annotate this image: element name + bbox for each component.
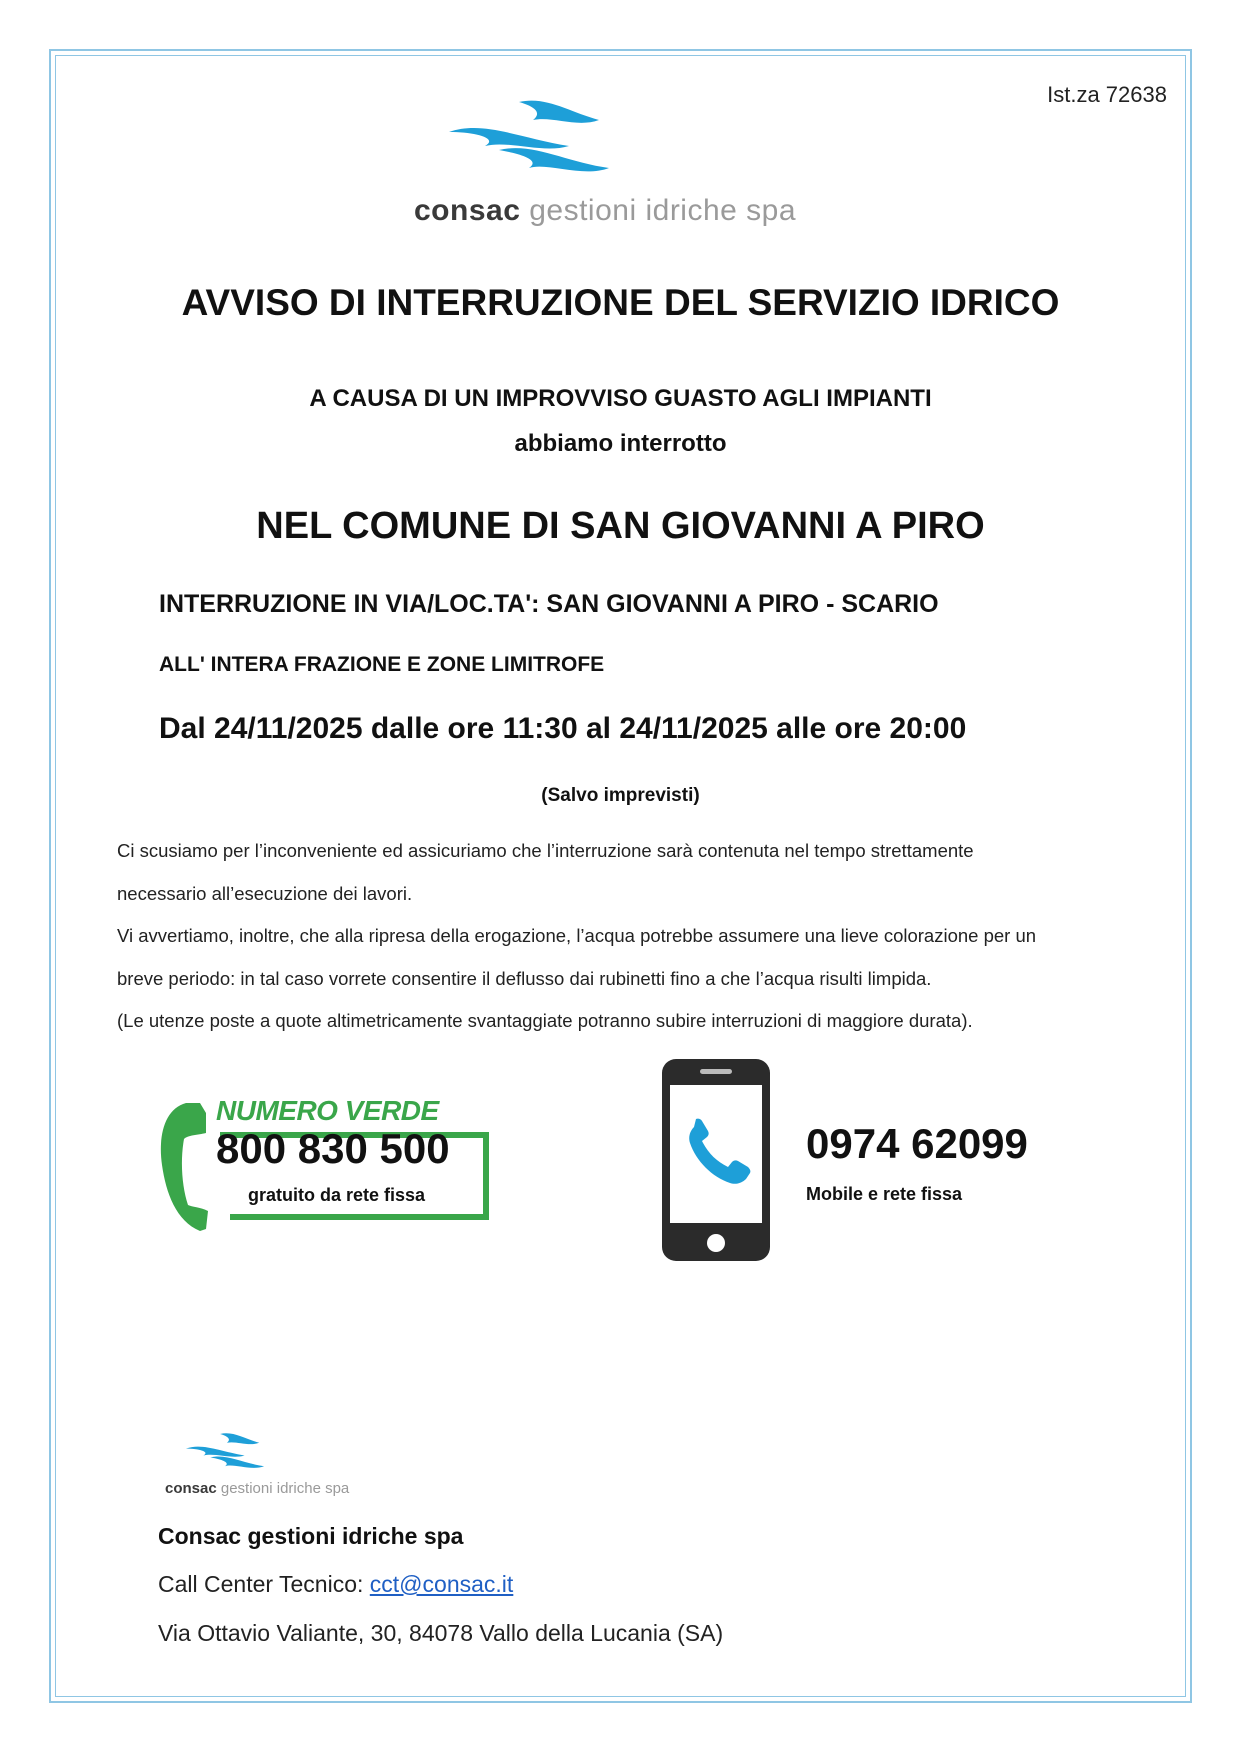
body-line: breve periodo: in tal caso vorrete consentire il deflusso dai rubinetti fino a che l’acqua risulti limpida.	[117, 967, 932, 989]
footer-brand-name: consac gestioni idriche spa	[165, 1480, 350, 1497]
company-name: Consac gestioni idriche spa	[158, 1523, 464, 1549]
mobile-number[interactable]: 0974 62099	[806, 1120, 1028, 1167]
company-address: Via Ottavio Valiante, 30, 84078 Vallo della Lucania (SA)	[158, 1620, 724, 1646]
interruption-location: INTERRUZIONE IN VIA/LOC.TA': SAN GIOVANNI A PIRO - SCARIO	[159, 590, 939, 618]
call-center-email-link[interactable]: cct@consac.it	[369, 1571, 514, 1597]
numero-verde-title: NUMERO VERDE	[216, 1095, 439, 1126]
footer-logo	[165, 1432, 405, 1502]
affected-zones: ALL' INTERA FRAZIONE E ZONE LIMITROFE	[159, 653, 605, 676]
waves-logo-icon	[449, 98, 609, 188]
body-line: necessario all’esecuzione dei lavori.	[117, 882, 413, 904]
municipality-heading: NEL COMUNE DI SAN GIOVANNI A PIRO	[256, 505, 985, 547]
reference-number: Ist.za 72638	[1047, 82, 1167, 107]
call-center-label: Call Center Tecnico:	[158, 1571, 370, 1597]
brand-name: consac gestioni idriche spa	[414, 194, 797, 227]
call-center-line	[158, 1571, 513, 1598]
toll-free-number[interactable]: 800 830 500	[216, 1125, 450, 1172]
notice-title: AVVISO DI INTERRUZIONE DEL SERVIZIO IDRICO	[181, 282, 1060, 323]
cause-line: A CAUSA DI UN IMPROVVISO GUASTO AGLI IMPIANTI	[309, 385, 932, 412]
toll-free-note: gratuito da rete fissa	[248, 1185, 426, 1205]
mobile-note: Mobile e rete fissa	[806, 1184, 963, 1204]
numero-verde-badge	[160, 1095, 490, 1235]
smartphone-call-icon	[660, 1057, 772, 1263]
company-logo	[414, 98, 834, 238]
waves-logo-icon	[185, 1432, 265, 1476]
disclaimer: (Salvo imprevisti)	[541, 785, 700, 806]
notice-body	[117, 830, 1117, 1043]
interruption-period: Dal 24/11/2025 dalle ore 11:30 al 24/11/2025 alle ore 20:00	[159, 712, 967, 745]
body-line: Vi avvertiamo, inoltre, che alla ripresa della erogazione, l’acqua potrebbe assumere una lieve colorazione per un	[117, 925, 1037, 946]
body-line: Ci scusiamo per l’inconveniente ed assicuriamo che l’interruzione sarà contenuta nel tempo strettamente	[117, 840, 974, 861]
body-line: (Le utenze poste a quote altimetricamente svantaggiate potranno subire interruzioni di maggiore durata).	[117, 1010, 973, 1031]
cause-subline: abbiamo interrotto	[514, 430, 727, 457]
